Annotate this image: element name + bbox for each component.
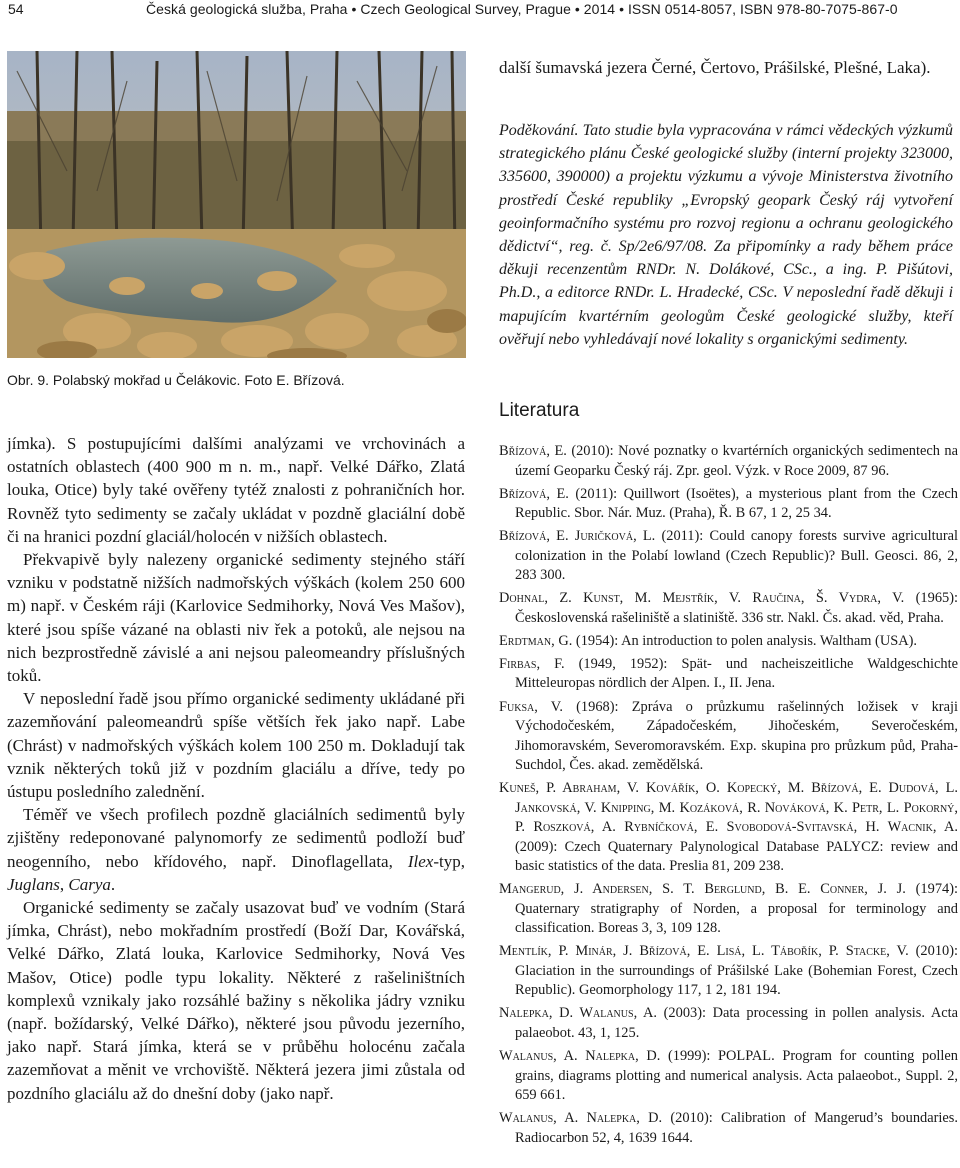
reference-text: (1999): POLPAL. Program for counting pollen grains, diagrams plotting and numerical analysis. Acta palaeobot., Suppl. 2, 659 661. — [515, 1048, 958, 1104]
reference-authors: Břízová, E. — [499, 443, 567, 459]
reference-text: (2010): Glaciation in the surroundings of Prášilské Lake (Bohemian Forest, Czech Republic). Geomorphology 117, 1 2, 181 194. — [515, 943, 958, 999]
running-title: Česká geologická služba, Praha • Czech Geological Survey, Prague • 2014 • ISSN 0514-8057, ISBN 978-80-7075-867-0 — [146, 1, 898, 17]
paragraph: další šumavská jezera Černé, Čertovo, Prášilské, Plešné, Laka). — [499, 58, 931, 77]
ack-tail: V neposlední řadě děkuji i mapujícím kvartérním geologům České geologické služby, kteří ověřují nebo vyhledávají nové lokality s organickými sedimenty. — [499, 284, 954, 348]
ack-heading: Poděkování. — [499, 122, 579, 139]
reference-authors: Mangerud, J. Andersen, S. T. Berglund, B. E. Conner, J. J. — [499, 881, 906, 898]
reference-authors: Erdtman, G. — [499, 632, 573, 649]
reference-authors: Břízová, E. Juričková, L. — [499, 528, 656, 545]
reference-text: (1974): Quaternary stratigraphy of Norden, a proposal for terminology and classification. Boreas 3, 3, 109 128. — [515, 881, 959, 937]
reference-authors: Dohnal, Z. Kunst, M. Mejstřík, V. Raučina, Š. Vydra, V. — [499, 590, 905, 607]
reference-authors: Firbas, F. — [499, 655, 565, 672]
reference-item — [499, 1047, 958, 1106]
reference-item — [499, 698, 958, 776]
paragraph: Organické sedimenty se začaly usazovat buď ve vodním (Stará jímka, Chrást), nebo mokřadním prostředí (Boží Dar, Kovářská, Velké Dářko, Zlatá louka, Karlovice Sedmihorky, Nová Ves Mašov, Otice) podle typu lokality. Některé z rašeliništních komplexů vznikaly jako rozsáhlé bažiny s několika jádry vzniku (např. božídarský, Velké Dářko), některé jsou původu jezerního, jako např. Stará jímka, která se v průběhu holocénu začala zazemňovat a měnit ve vrchoviště. Některá jezera jimi zůstala od pozdního glaciálu až do dnešní doby (jako např. — [7, 898, 465, 1103]
reference-text: (2011): Quillwort (Isoëtes), a mysterious plant from the Czech Republic. Sbor. Nár. Muz. (Praha), Ř. B 67, 1 2, 25 34. — [515, 485, 958, 522]
ack-body: Tato studie byla vypracována v rámci vědeckých výzkumů strategického plánu České geologické služby (interní projekty 323000, 335600, 390000) a projektu výzkumu a vývoje Ministerstva životního prostředí České republiky „Evropský geopark Český ráj vytvoření geoinformačního systému pro rozvoj regionu a ochranu geologického dědictví“, reg. č. Sp/2e6/97/08. Za připomínky a rady během práce děkuji recenzentům RNDr. N. Dolákové, CSc., a ing. P. Pišútovi, Ph.D., a editorce RNDr. L. Hradecké, CSc. — [499, 122, 953, 302]
right-column-continuation — [499, 56, 953, 79]
reference-text: (2003): Data processing in pollen analysis. Acta palaeobot. 43, 1, 125. — [515, 1005, 958, 1041]
reference-text: (1968): Zpráva o průzkumu rašelinných ložisek v kraji Východočeském, Západočeském, Jihočeském, Severočeském, Jihomoravském, Severomoravském. Exp. skupina pro průzkum půd, Praha-Suchdol, Čes. akad. zemědělská. — [515, 698, 958, 774]
reference-text: (2009): Czech Quaternary Palynological Database PALYCZ: review and basic statistics of the data. Preslia 81, 209 238. — [515, 838, 958, 875]
reference-item — [499, 655, 958, 694]
paragraph: V neposlední řadě jsou přímo organické sedimenty ukládané při zazemňování paleomeandrů spíše větších řek jako např. Labe (Chrást) v nadmořských výškách kolem 100 250 m. Dokladují tak vznik některých toků již v pozdním glaciálu a dříve, tedy po ústupu posledního zalednění. — [7, 689, 465, 802]
reference-authors: Nalepka, D. Walanus, A. — [499, 1005, 657, 1022]
paragraph: Téměř ve všech profilech pozdně glaciálních sedimentů byly zjištěny redeponované palynomorfy ze sedimentů podloží buď neogenního, nebo křídového, např. Dinoflagellata, Ilex-typ, Juglans, Carya. — [7, 805, 465, 894]
reference-list — [499, 442, 958, 1152]
left-column — [7, 432, 465, 1105]
reference-text: (2010): Calibration of Mangerud’s boundaries. Radiocarbon 52, 4, 1639 1644. — [515, 1110, 958, 1146]
reference-authors: Kuneš, P. Abraham, V. Kovářík, O. Kopecký, M. Břízová, E. Dudová, L. Jankovská, V. Knipping, M. Kozáková, R. Nováková, K. Petr, L. Pokorný, P. Roszková, A. Rybníčková, E. Svobodová-Svitavská, H. Wacnik, A. — [499, 780, 958, 836]
paragraph: Překvapivě byly nalezeny organické sedimenty stejného stáří vzniku v podstatně nižších nadmořských výškách (kolem 250 600 m) např. v Českém ráji (Karlovice Sedmihorky, Nová Ves Mašov), které jsou spíše vázané na oblasti niv řek a potoků, ale nejsou na nich bezprostředně závislé a ani nejsou paleomeandry příslušných toků. — [7, 550, 465, 686]
reference-text: (1949, 1952): Spät- und nacheiszeitliche Waldgeschichte Mitteleuropas nördlich der Alpen. I., II. Jena. — [515, 655, 958, 692]
reference-item — [499, 1004, 958, 1043]
reference-item — [499, 880, 958, 939]
reference-authors: Břízová, E. — [499, 485, 569, 502]
reference-item — [499, 942, 958, 1001]
reference-item — [499, 1109, 958, 1148]
reference-item — [499, 589, 958, 628]
reference-text: (1965): Československá rašeliniště a slatiniště. 336 str. Nakl. Čs. akad. věd, Praha. — [515, 590, 958, 626]
reference-item — [499, 442, 958, 481]
reference-authors: Fuksa, V. — [499, 698, 563, 715]
reference-authors: Walanus, A. Nalepka, D. — [499, 1048, 661, 1065]
page-number: 54 — [8, 1, 24, 17]
reference-text: (1954): An introduction to polen analysis. Waltham (USA). — [572, 632, 918, 649]
reference-text: (2010): Nové poznatky o kvartérních organických sedimentech na území Geoparku Český ráj. Zpr. geol. Výzk. v Roce 2009, 87 96. — [515, 443, 958, 479]
reference-authors: Walanus, A. Nalepka, D. — [499, 1110, 663, 1127]
page-header — [0, 0, 960, 22]
reference-item — [499, 632, 958, 652]
reference-item — [499, 779, 958, 877]
paragraph: jímka). S postupujícími dalšími analýzami ve vrchovinách a ostatních oblastech (400 900 m n. m., např. Velké Dářko, Zlatá louka, Otice) byly také ověřeny tytéž znalosti z pohraničních hor. Rovněž tyto sedimenty se začaly ukládat v pozdně glaciální době či na hranici pozdní glaciál/holocén v nižších oblastech. — [7, 434, 465, 546]
figure-caption: Obr. 9. Polabský mokřad u Čelákovic. Foto E. Břízová. — [7, 372, 345, 388]
wetland-photo — [7, 51, 466, 358]
reference-authors: Mentlík, P. Minár, J. Břízová, E. Lisá, L. Tábořík, P. Stacke, V. — [499, 943, 909, 960]
reference-item — [499, 527, 958, 586]
reference-item — [499, 485, 958, 524]
literature-heading: Literatura — [499, 400, 580, 421]
acknowledgements — [499, 119, 953, 351]
reference-text: (2011): Could canopy forests survive agricultural colonization in the Polabí lowland (Czech Republic)? Bull. Geosci. 86, 2, 283 300. — [515, 528, 958, 584]
